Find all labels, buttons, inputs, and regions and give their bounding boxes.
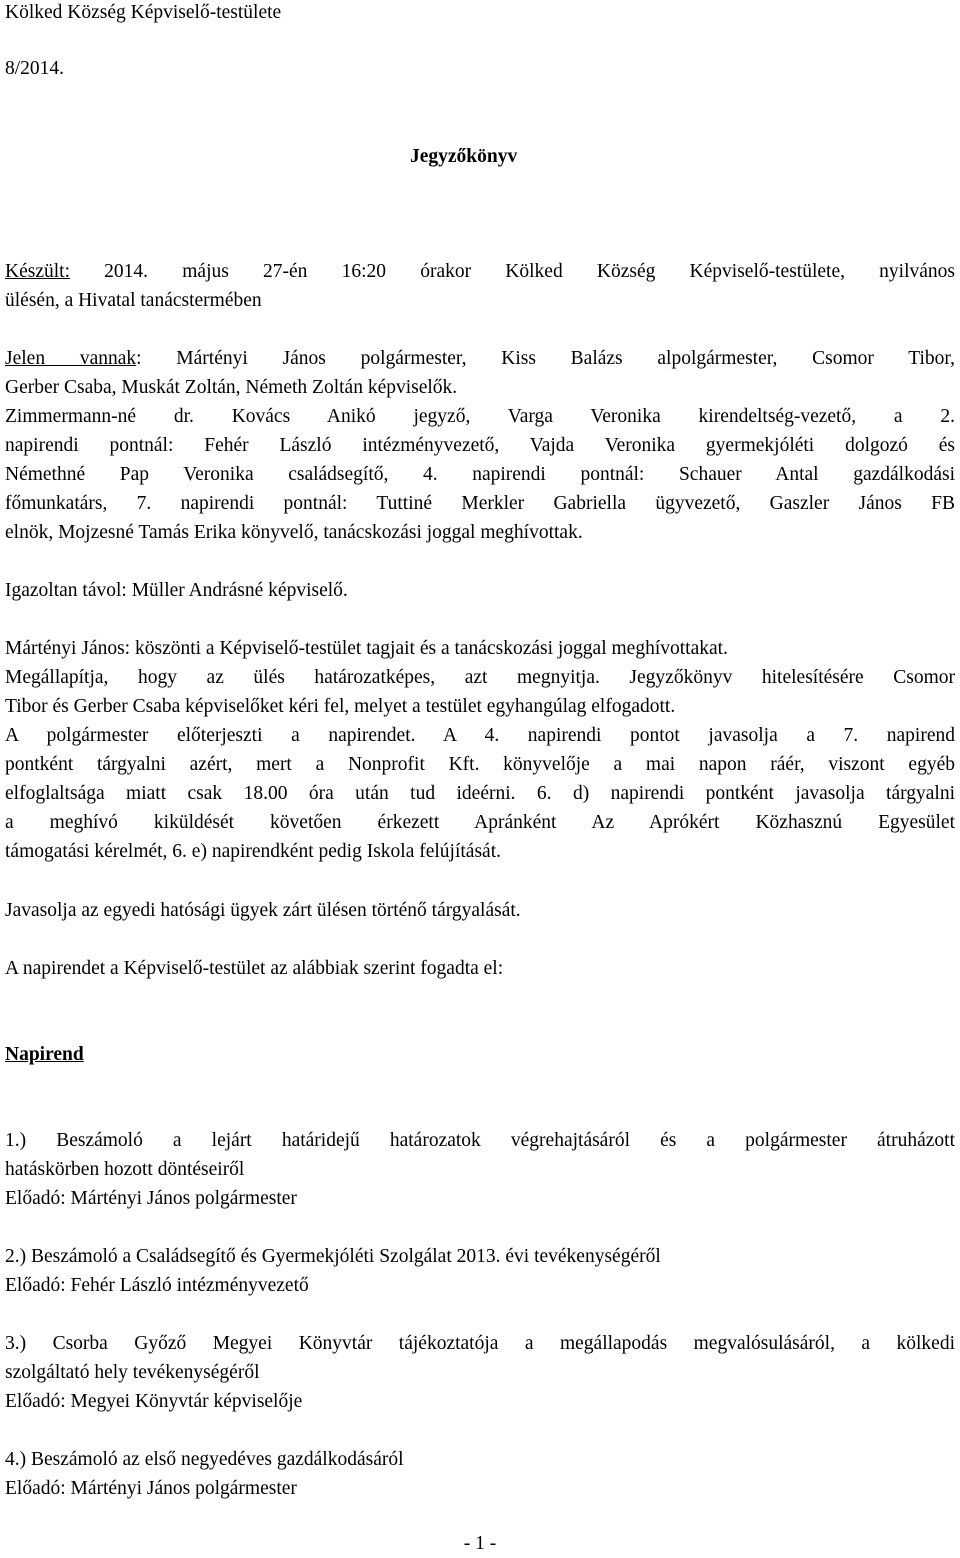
agenda-item-presenter: Előadó: Mártényi János polgármester (5, 1188, 297, 1209)
paragraph-line: ülésén, a Hivatal tanácstermében (5, 290, 262, 311)
paragraph-line: Igazoltan távol: Müller Andrásné képviselő. (5, 580, 348, 601)
paragraph-line: A polgármester előterjeszti a napirendet. A 4. napirendi pontot javasolja a 7. napirend (5, 725, 955, 746)
page-number: - 1 - (463, 1533, 497, 1554)
agenda-item-line: 2.) Beszámoló a Családsegítő és Gyermekjóléti Szolgálat 2013. évi tevékenységéről (5, 1246, 661, 1267)
org-name: Kölked Község Képviselő-testülete (5, 2, 282, 23)
paragraph-line: támogatási kérelmét, 6. e) napirendként pedig Iskola felújítását. (5, 841, 501, 862)
agenda-item-presenter: Előadó: Fehér László intézményvezető (5, 1275, 309, 1296)
paragraph-line: Jelen vannak: Mártényi János polgármester, Kiss Balázs alpolgármester, Csomor Tibor, (5, 348, 955, 369)
paragraph-line: Javasolja az egyedi hatósági ügyek zárt ülésen történő tárgyalását. (5, 900, 521, 921)
label-keszult: Készült: (5, 261, 70, 282)
agenda-item-line: 1.) Beszámoló a lejárt határidejű határozatok végrehajtásáról és a polgármester átruházott (5, 1130, 955, 1151)
paragraph-line: napirendi pontnál: Fehér László intézményvezető, Vajda Veronika gyermekjóléti dolgozó és (5, 435, 955, 456)
paragraph-line: főmunkatárs, 7. napirendi pontnál: Tuttiné Merkler Gabriella ügyvezető, Gaszler János FB (5, 493, 955, 514)
paragraph-line: Készült: 2014. május 27-én 16:20 órakor Kölked Község Képviselő-testülete, nyilvános (5, 261, 955, 282)
paragraph-line: elnök, Mojzesné Tamás Erika könyvelő, tanácskozási joggal meghívottak. (5, 522, 583, 543)
document-title: Jegyzőkönyv (410, 146, 518, 167)
paragraph-line: pontként tárgyalni azért, mert a Nonprofit Kft. könyvelője a mai napon ráér, viszont egyéb (5, 754, 955, 775)
agenda-item-line: hatáskörben hozott döntéseiről (5, 1159, 245, 1180)
paragraph-line: Mártényi János: köszönti a Képviselő-testület tagjait és a tanácskozási joggal meghívottakat. (5, 638, 728, 659)
paragraph-line: Tibor és Gerber Csaba képviselőket kéri fel, melyet a testület egyhangúlag elfogadott. (5, 696, 676, 717)
label-jelen-vannak: Jelen vannak (5, 348, 137, 369)
agenda-item-presenter: Előadó: Mártényi János polgármester (5, 1478, 297, 1499)
agenda-item-line: 3.) Csorba Győző Megyei Könyvtár tájékoztatója a megállapodás megvalósulásáról, a kölkedi (5, 1333, 955, 1354)
document-number: 8/2014. (5, 58, 65, 79)
agenda-item-presenter: Előadó: Megyei Könyvtár képviselője (5, 1391, 303, 1412)
paragraph-line: Gerber Csaba, Muskát Zoltán, Németh Zoltán képviselők. (5, 377, 458, 398)
agenda-item-line: szolgáltató hely tevékenységéről (5, 1362, 260, 1383)
paragraph-line: Némethné Pap Veronika családsegítő, 4. napirendi pontnál: Schauer Antal gazdálkodási (5, 464, 955, 485)
paragraph-line: elfoglaltsága miatt csak 18.00 óra után tud ideérni. 6. d) napirendi pontként javasolja tárgyalni (5, 783, 955, 804)
agenda-heading: Napirend (5, 1044, 84, 1065)
agenda-item-line: 4.) Beszámoló az első negyedéves gazdálkodásáról (5, 1449, 404, 1470)
paragraph-line: Zimmermann-né dr. Kovács Anikó jegyző, Varga Veronika kirendeltség-vezető, a 2. (5, 406, 955, 427)
paragraph-line: Megállapítja, hogy az ülés határozatképes, azt megnyitja. Jegyzőkönyv hitelesítésére Csomor (5, 667, 955, 688)
paragraph-line: A napirendet a Képviselő-testület az alábbiak szerint fogadta el: (5, 958, 504, 979)
paragraph-line: a meghívó kiküldését követően érkezett Apránként Az Aprókért Közhasznú Egyesület (5, 812, 955, 833)
